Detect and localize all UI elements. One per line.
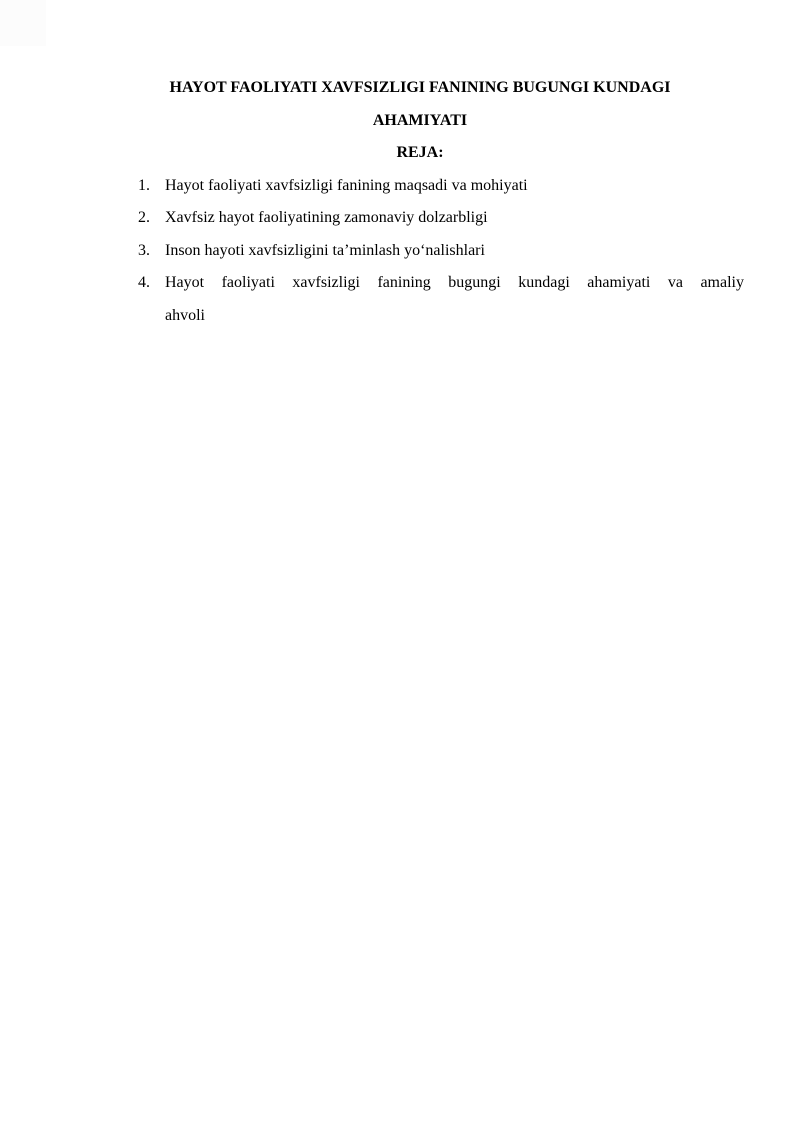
list-item-number: 3. — [138, 241, 150, 259]
list-item-text: Inson hayoti xavfsizligini ta’minlash yo‘nalishlari — [165, 241, 485, 259]
list-item-number: 4. — [138, 274, 150, 291]
list-item-text: Hayot faoliyati xavfsizligi fanining maqsadi va mohiyati — [165, 176, 528, 194]
list-item-text — [165, 267, 744, 332]
list-item-line: ahvoli — [165, 306, 205, 324]
list-item-text: Xavfsiz hayot faoliyatining zamonaviy dolzarbligi — [165, 209, 488, 226]
document-title-line-1: HAYOT FAOLIYATI XAVFSIZLIGI FANINING BUGUNGI KUNDAGI — [169, 79, 671, 96]
list-item — [96, 267, 744, 332]
list-item-line: Hayot faoliyati xavfsizligi fanining bugungi kundagi ahamiyati va amaliy — [165, 274, 744, 291]
corner-shade — [0, 0, 46, 46]
plan-heading: REJA: — [396, 144, 444, 161]
document-title-line-2: AHAMIYATI — [372, 111, 468, 129]
document-content — [96, 0, 744, 332]
document-title — [96, 72, 744, 137]
list-item-number: 2. — [138, 209, 150, 226]
list-item — [96, 170, 744, 203]
list-item-number: 1. — [138, 176, 150, 194]
plan-list — [96, 170, 744, 333]
list-item — [96, 202, 744, 235]
list-item — [96, 235, 744, 268]
